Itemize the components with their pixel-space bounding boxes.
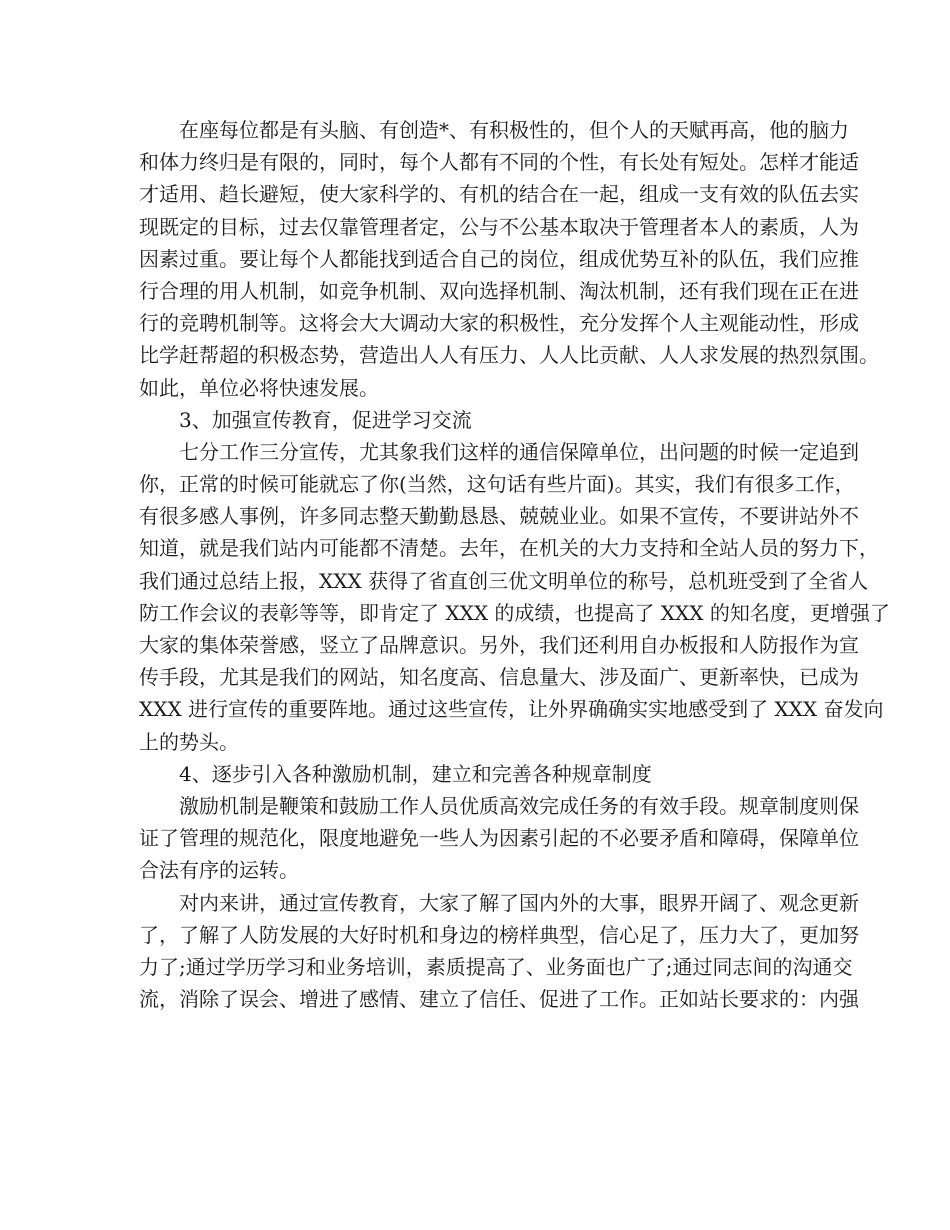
paragraph-line: 流，消除了误会、增进了感情、建立了信任、促进了工作。正如站长要求的：内强 (139, 987, 859, 1012)
paragraph-line: 了，了解了人防发展的大好时机和身边的榜样典型，信心足了，压力大了，更加努 (139, 922, 859, 947)
paragraph-line: 七分工作三分宣传，尤其象我们这样的通信保障单位，出问题的时候一定追到 (179, 439, 859, 464)
paragraph-line: 我们通过总结上报，XXX 获得了省直创三优文明单位的称号，总机班受到了全省人 (139, 568, 869, 593)
section-heading: 3、加强宣传教育，促进学习交流 (179, 407, 472, 432)
paragraph-line: 才适用、趋长避短，使大家科学的、有机的结合在一起，组成一支有效的队伍去实 (139, 182, 859, 207)
paragraph-line: 有很多感人事例，许多同志整天勤勤恳恳、兢兢业业。如果不宣传，不要讲站外不 (139, 504, 859, 529)
paragraph-line: 传手段，尤其是我们的网站，知名度高、信息量大、涉及面广、更新率快，已成为 (139, 665, 859, 690)
paragraph-line: 行合理的用人机制，如竞争机制、双向选择机制、淘汰机制，还有我们现在正在进 (139, 278, 859, 303)
paragraph-line: 力了;通过学历学习和业务培训，素质提高了、业务面也广了;通过同志间的沟通交 (139, 954, 853, 979)
paragraph-line: 对内来讲，通过宣传教育，大家了解了国内外的大事，眼界开阔了、观念更新 (179, 890, 859, 915)
paragraph-line: 因素过重。要让每个人都能找到适合自己的岗位，组成优势互补的队伍，我们应推 (139, 246, 859, 271)
section-heading: 4、逐步引入各种激励机制，建立和完善各种规章制度 (179, 761, 652, 786)
paragraph-line: 激励机制是鞭策和鼓励工作人员优质高效完成任务的有效手段。规章制度则保 (179, 793, 859, 818)
paragraph-line: 证了管理的规范化，限度地避免一些人为因素引起的不必要矛盾和障碍，保障单位 (139, 826, 859, 851)
paragraph-line: XXX 进行宣传的重要阵地。通过这些宣传，让外界确确实实地感受到了 XXX 奋发向 (139, 697, 884, 722)
paragraph-line: 防工作会议的表彰等等，即肯定了 XXX 的成绩，也提高了 XXX 的知名度，更增强了 (139, 600, 890, 625)
paragraph-line: 行的竞聘机制等。这将会大大调动大家的积极性，充分发挥个人主观能动性，形成 (139, 311, 859, 336)
paragraph-line: 上的势头。 (139, 729, 239, 754)
paragraph-line: 现既定的目标，过去仅靠管理者定，公与不公基本取决于管理者本人的素质，人为 (139, 214, 859, 239)
body-text (139, 114, 890, 1015)
paragraph-line: 大家的集体荣誉感，竖立了品牌意识。另外，我们还利用自办板报和人防报作为宣 (139, 633, 859, 657)
paragraph-line: 知道，就是我们站内可能都不清楚。去年，在机关的大力支持和全站人员的努力下， (139, 536, 879, 561)
paragraph-line: 比学赶帮超的积极态势，营造出人人有压力、人人比贡献、人人求发展的热烈氛围。 (139, 343, 879, 368)
paragraph-line: 和体力终归是有限的，同时，每个人都有不同的个性，有长处有短处。怎样才能适 (139, 150, 859, 175)
paragraph-line: 合法有序的运转。 (139, 858, 299, 883)
paragraph-line: 你，正常的时候可能就忘了你(当然，这句话有些片面)。其实，我们有很多工作， (139, 472, 855, 497)
paragraph-line: 在座每位都是有头脑、有创造*、有积极性的，但个人的天赋再高，他的脑力 (179, 118, 849, 142)
paragraph-line: 如此，单位必将快速发展。 (139, 375, 379, 400)
